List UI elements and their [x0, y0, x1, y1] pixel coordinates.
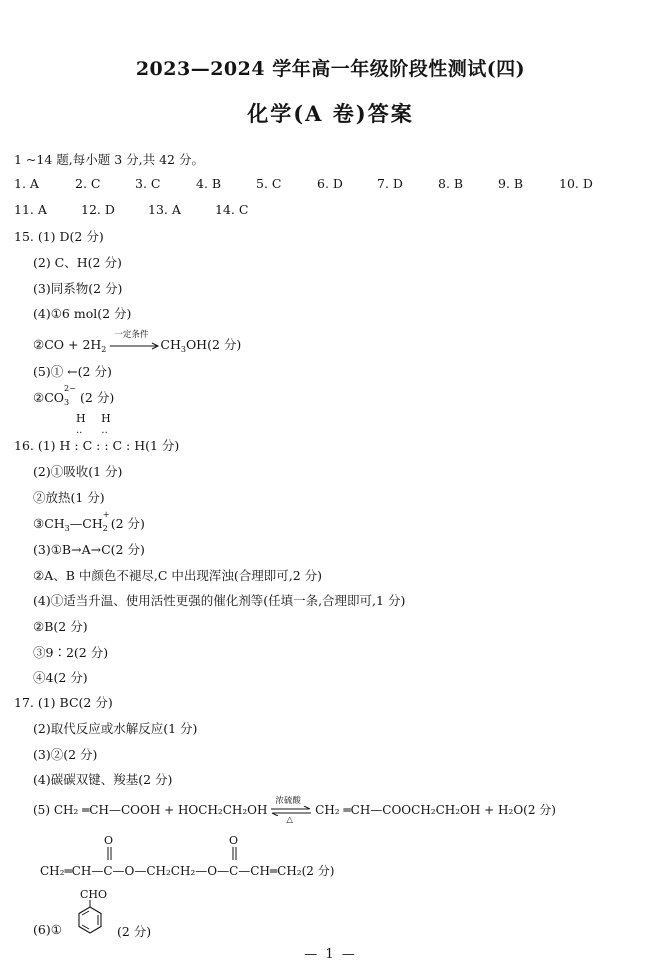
q16-line-6: ②A、B 中颜色不褪尽,C 中出现浑浊(合理即可,2 分) [33, 568, 323, 583]
q17-equation [33, 795, 556, 825]
q15-equation [33, 329, 242, 354]
eq-product: CH [160, 337, 181, 352]
mcq-answer: 11. A [14, 202, 47, 217]
mcq-answer: 3. C [135, 176, 161, 191]
formula: —CH [69, 516, 103, 531]
subscript: 2 [102, 524, 108, 533]
mcq-answer: 12. D [81, 202, 115, 217]
arrow-condition-bottom: △ [286, 814, 293, 825]
mcq-answer: 1. A [14, 176, 39, 191]
q17-line-6-label: (6)① [33, 922, 62, 937]
q17-line-6-score: (2 分) [117, 924, 152, 939]
mcq-answer: 5. C [256, 176, 282, 191]
q16-line-1: 16. (1) H : C : : C : H(1 分) [14, 438, 180, 453]
q16-line-10: ④4(2 分) [33, 670, 88, 685]
formula: ③CH [33, 516, 65, 531]
carbonyl-double-bond [228, 847, 242, 861]
q17-line-4: (4)碳碳双键、羧基(2 分) [33, 772, 173, 787]
eq-reactants: ②CO + 2H [33, 337, 102, 352]
q16-line-5: (3)①B→A→C(2 分) [33, 542, 145, 557]
q17-line-2: (2)取代反应或水解反应(1 分) [33, 721, 198, 736]
superscript: 2− [64, 384, 76, 393]
eq-product-tail: OH(2 分) [185, 337, 242, 352]
carbonyl-oxygen: O [104, 834, 114, 847]
q15-line-6: (5)① ←(2 分) [33, 364, 112, 379]
arrow-condition-top: 浓硫酸 [275, 795, 301, 806]
aldehyde-group: CHO [80, 888, 108, 901]
document-title: 2023—2024 学年高一年级阶段性测试(四) [135, 58, 526, 80]
q16-line-8: ②B(2 分) [33, 619, 88, 634]
q16-line-4 [33, 510, 145, 533]
diester-structure: CH₂═CH—C—O—CH₂CH₂—O—C—CH═CH₂(2 分) [40, 864, 335, 878]
document-subtitle: 化学(A 卷)答案 [247, 101, 414, 126]
electron-formula-hydrogens: H H [76, 412, 111, 425]
mcq-answer: 7. D [377, 176, 403, 191]
q16-line-3: ②放热(1 分) [33, 490, 105, 505]
reversible-arrow [271, 795, 311, 825]
q16-line-9: ③9∶2(2 分) [33, 645, 109, 660]
reaction-arrow [110, 329, 160, 352]
eq-products: CH₂ ═CH—COOCH₂CH₂OH + H₂O(2 分) [315, 803, 556, 817]
carbonyl-double-bond [103, 847, 117, 861]
q17-line-1: 17. (1) BC(2 分) [14, 695, 113, 710]
electron-dots: ·· ·· [76, 428, 108, 439]
q16-line-7: (4)①适当升温、使用活性更强的催化剂等(任填一条,合理即可,1 分) [33, 593, 406, 608]
superscript: + [102, 510, 110, 519]
carbonate-ion: ②CO [33, 390, 65, 405]
carbonyl-oxygen: O [229, 834, 239, 847]
mcq-answer: 2. C [75, 176, 101, 191]
mcq-answer: 6. D [317, 176, 343, 191]
q15-line-1: 15. (1) D(2 分) [14, 229, 104, 244]
subscript: 3 [64, 398, 70, 407]
q15-line-3: (3)同系物(2 分) [33, 281, 123, 296]
q16-line-2: (2)①吸收(1 分) [33, 464, 123, 479]
q17-line-3: (3)②(2 分) [33, 747, 98, 762]
subscript: 3 [64, 524, 70, 533]
page-number: — 1 — [304, 947, 357, 962]
eq-reactants: (5) CH₂ ═CH—COOH + HOCH₂CH₂OH [33, 803, 268, 817]
mcq-answer: 10. D [559, 176, 593, 191]
mcq-answer: 14. C [215, 202, 249, 217]
benzene-ring-icon [76, 900, 106, 940]
q15-line-7 [33, 384, 115, 407]
mcq-answer: 13. A [148, 202, 181, 217]
mcq-intro: 1 ~14 题,每小题 3 分,共 42 分。 [14, 152, 204, 167]
q15-line-4: (4)①6 mol(2 分) [33, 306, 132, 321]
mcq-answer: 9. B [498, 176, 524, 191]
q15-line-2: (2) C、H(2 分) [33, 255, 122, 270]
score: (2 分) [110, 516, 145, 531]
arrow-condition: 一定条件 [114, 329, 149, 340]
mcq-answer: 8. B [438, 176, 464, 191]
subscript: 3 [180, 345, 186, 354]
mcq-answer: 4. B [196, 176, 222, 191]
score: (2 分) [80, 390, 115, 405]
subscript: 2 [101, 345, 107, 354]
